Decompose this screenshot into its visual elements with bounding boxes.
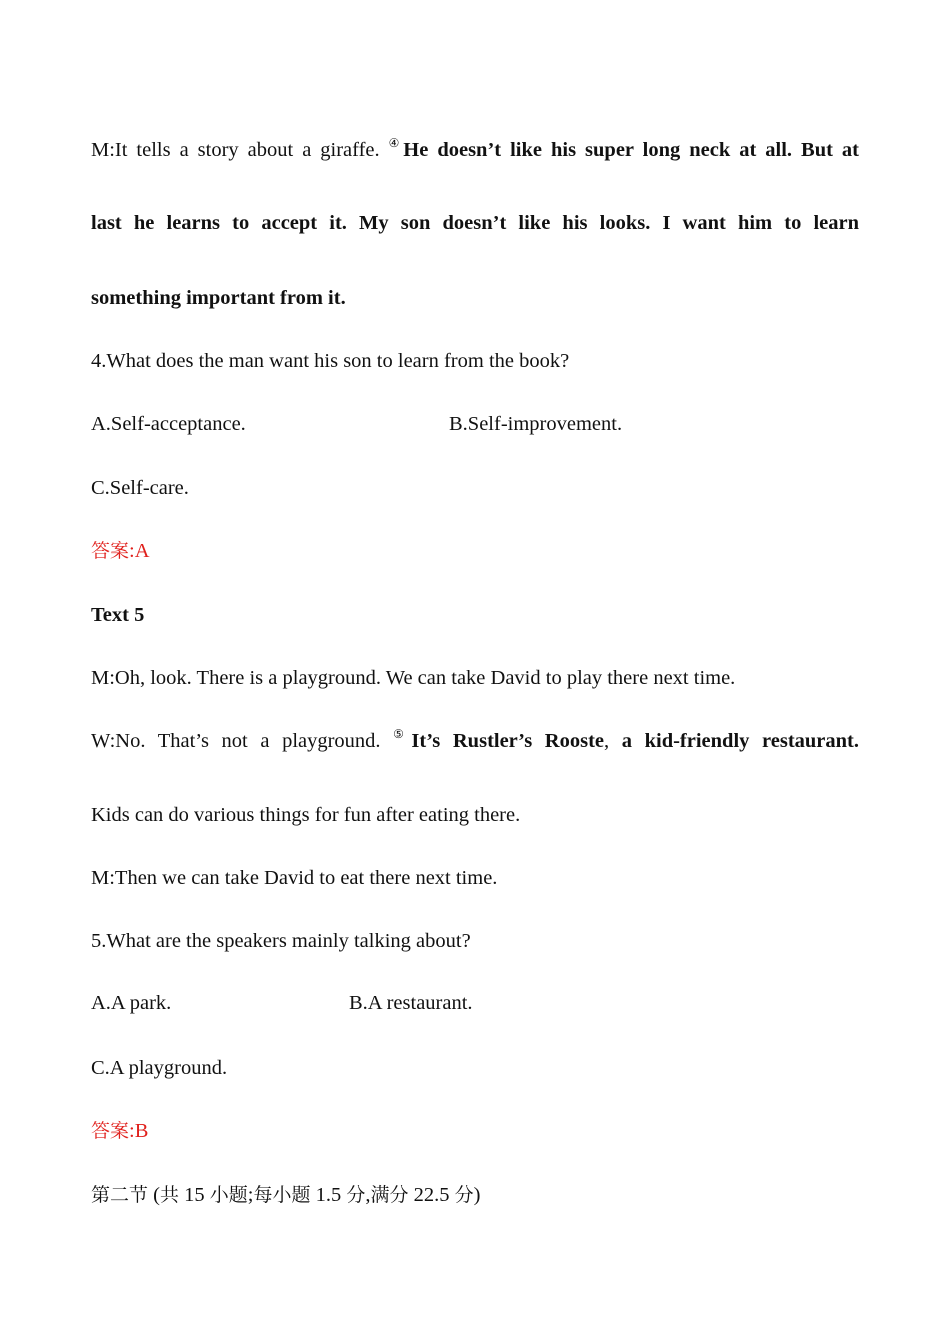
dialog-bold: a kid-friendly restaurant.	[621, 730, 859, 752]
option-b: B.A restaurant.	[349, 992, 473, 1014]
section-2-heading	[91, 1181, 859, 1209]
text4-line-2: last he learns to accept it. My son doesn’t like his looks. I want him to learn	[91, 212, 859, 234]
answer-value: :A	[129, 540, 150, 562]
text5-dialog-2	[91, 727, 859, 755]
section-number: 1.5	[310, 1184, 347, 1206]
option-c: C.Self-care.	[91, 477, 189, 499]
section-text: (	[148, 1184, 160, 1206]
section-number: 15	[178, 1184, 210, 1206]
text5-dialog-3: M:Then we can take David to eat there next time.	[91, 867, 498, 889]
text5-heading: Text 5	[91, 604, 145, 626]
option-c: C.A playground.	[91, 1057, 228, 1079]
text5-dialog-2-continued: Kids can do various things for fun after eating there.	[91, 804, 521, 826]
option-a: A.Self-acceptance.	[91, 413, 246, 435]
dialog-bold: He doesn’t like his super long neck at all. But at	[403, 139, 860, 161]
option-a: A.A park.	[91, 992, 172, 1014]
text4-line-1	[91, 136, 859, 164]
section-text: 分	[346, 1184, 366, 1206]
section-text: )	[473, 1184, 481, 1206]
dialog-bold: It’s Rustler’s Rooste	[411, 730, 605, 752]
section-text: ,	[365, 1184, 371, 1206]
answer-label: 答案	[91, 1120, 130, 1142]
question-4: 4.What does the man want his son to learn from the book?	[91, 350, 570, 372]
answer-5	[91, 1117, 859, 1145]
question-4-options-row	[91, 410, 859, 438]
answer-value: :B	[129, 1120, 149, 1142]
text4-line-3: something important from it.	[91, 287, 346, 309]
section-title: 第二节	[91, 1184, 149, 1206]
answer-4	[91, 537, 859, 565]
section-text: 小题	[209, 1184, 248, 1206]
circled-marker-4: ④	[388, 136, 404, 150]
option-b: B.Self-improvement.	[449, 413, 623, 435]
section-text: 共	[159, 1184, 179, 1206]
question-5: 5.What are the speakers mainly talking about?	[91, 930, 471, 952]
question-5-options-row	[91, 989, 859, 1017]
dialog-comma: ,	[604, 730, 610, 752]
circled-marker-5: ⑤	[393, 727, 412, 741]
section-number: 22.5	[408, 1184, 455, 1206]
section-text: 分	[454, 1184, 474, 1206]
text5-dialog-1: M:Oh, look. There is a playground. We can take David to play there next time.	[91, 667, 736, 689]
dialog-normal: W:No. That’s not a playground.	[91, 730, 381, 752]
section-text: ;	[247, 1184, 254, 1206]
dialog-normal: M:It tells a story about a giraffe.	[91, 139, 380, 161]
section-text: 满分	[370, 1184, 409, 1206]
answer-label: 答案	[91, 540, 130, 562]
section-text: 每小题	[253, 1184, 311, 1206]
